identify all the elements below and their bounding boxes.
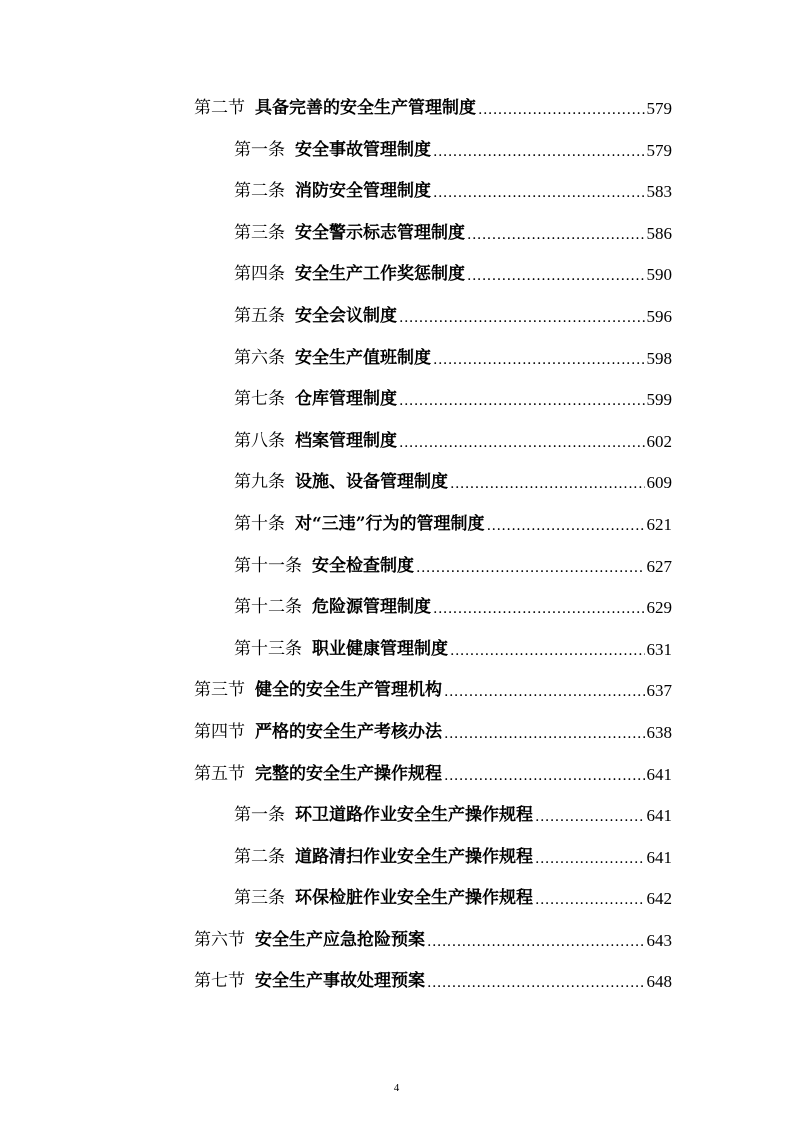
toc-entry-13[interactable] [0, 629, 672, 671]
toc-leader-dots [535, 880, 645, 922]
toc-entry-number: 第十二条 [234, 597, 302, 618]
toc-entry-title: 消防安全管理制度 [295, 181, 431, 202]
toc-entry-title: 环保检脏作业安全生产操作规程 [295, 888, 533, 909]
toc-entry-title: 安全警示标志管理制度 [295, 222, 465, 243]
toc-entry-19[interactable] [0, 878, 672, 920]
toc-entry-number: 第十条 [234, 513, 285, 534]
toc-entry-title: 道路清扫作业安全生产操作规程 [295, 846, 533, 867]
toc-leader-dots [444, 756, 645, 798]
toc-entry-3[interactable] [0, 213, 672, 255]
toc-entry-number: 第八条 [234, 430, 285, 451]
toc-entry-number: 第二条 [234, 181, 285, 202]
toc-entry-17[interactable] [0, 795, 672, 837]
toc-entry-21[interactable] [0, 961, 672, 1003]
toc-entry-number: 第三节 [194, 680, 245, 701]
toc-entry-page: 579 [646, 99, 672, 118]
toc-entry-page: 648 [646, 972, 672, 992]
toc-entry-title: 安全检查制度 [312, 555, 414, 576]
toc-leader-dots [416, 548, 645, 590]
toc-entry-title: 安全生产应急抢险预案 [255, 929, 425, 950]
toc-entry-number: 第一条 [234, 805, 285, 826]
toc-entry-page: 629 [646, 598, 672, 618]
toc-entry-number: 第六节 [194, 929, 245, 950]
toc-entry-number: 第四节 [194, 721, 245, 742]
toc-entry-title: 对“三违”行为的管理制度 [295, 513, 485, 534]
toc-entry-11[interactable] [0, 546, 672, 588]
toc-entry-title: 仓库管理制度 [295, 389, 397, 410]
toc-leader-dots [399, 423, 645, 465]
toc-entry-page: 609 [646, 473, 672, 493]
toc-entry-page: 596 [646, 306, 672, 326]
toc-entry-page: 599 [646, 390, 672, 410]
toc-leader-dots [478, 90, 645, 132]
toc-entry-page: 598 [646, 348, 672, 368]
toc-leader-dots [450, 631, 645, 673]
toc-entry-5[interactable] [0, 296, 672, 338]
toc-entry-page: 642 [646, 889, 672, 909]
toc-leader-dots [427, 963, 645, 1005]
toc-leader-dots [433, 132, 645, 174]
toc-entry-page: 631 [646, 639, 672, 659]
toc-entry-number: 第五条 [234, 305, 285, 326]
toc-entry-page: 583 [646, 182, 672, 202]
toc-entry-7[interactable] [0, 379, 672, 421]
toc-leader-dots [444, 672, 645, 714]
toc-leader-dots [444, 714, 645, 756]
toc-entry-page: 641 [646, 764, 672, 784]
toc-entry-9[interactable] [0, 462, 672, 504]
toc-entry-title: 档案管理制度 [295, 430, 397, 451]
toc-entry-14[interactable] [0, 670, 672, 712]
toc-entry-page: 602 [646, 431, 672, 451]
toc-entry-number: 第六条 [234, 347, 285, 368]
toc-entry-8[interactable] [0, 421, 672, 463]
toc-entry-20[interactable] [0, 920, 672, 962]
toc-entry-title: 完整的安全生产操作规程 [255, 763, 442, 784]
toc-entry-page: 621 [646, 514, 672, 534]
toc-entry-page: 627 [646, 556, 672, 576]
toc-entry-page: 641 [646, 806, 672, 826]
toc-entry-title: 安全会议制度 [295, 305, 397, 326]
toc-entry-16[interactable] [0, 754, 672, 796]
toc-entry-title: 环卫道路作业安全生产操作规程 [295, 805, 533, 826]
toc-entry-2[interactable] [0, 171, 672, 213]
toc-entry-6[interactable] [0, 338, 672, 380]
toc-entry-number: 第七条 [234, 389, 285, 410]
table-of-contents [0, 88, 793, 1003]
toc-entry-number: 第一条 [234, 139, 285, 160]
toc-entry-title: 安全生产工作奖惩制度 [295, 264, 465, 285]
toc-entry-number: 第十三条 [234, 638, 302, 659]
toc-entry-12[interactable] [0, 587, 672, 629]
toc-entry-number: 第十一条 [234, 555, 302, 576]
toc-entry-title: 安全事故管理制度 [295, 139, 431, 160]
toc-leader-dots [433, 340, 645, 382]
toc-entry-number: 第七节 [194, 971, 245, 992]
toc-entry-title: 设施、设备管理制度 [295, 472, 448, 493]
toc-entry-title: 危险源管理制度 [312, 597, 431, 618]
toc-entry-title: 安全生产事故处理预案 [255, 971, 425, 992]
page-number: 4 [393, 1082, 400, 1094]
toc-entry-number: 第二条 [234, 846, 285, 867]
toc-leader-dots [487, 506, 645, 548]
toc-entry-number: 第二节 [194, 98, 245, 118]
toc-entry-page: 590 [646, 265, 672, 285]
toc-entry-18[interactable] [0, 837, 672, 879]
toc-entry-page: 641 [646, 847, 672, 867]
toc-entry-0[interactable] [0, 88, 672, 130]
toc-leader-dots [433, 589, 645, 631]
toc-leader-dots [535, 797, 645, 839]
toc-entry-title: 安全生产值班制度 [295, 347, 431, 368]
toc-entry-1[interactable] [0, 130, 672, 172]
toc-leader-dots [450, 464, 645, 506]
toc-entry-title: 严格的安全生产考核办法 [255, 721, 442, 742]
toc-leader-dots [433, 173, 645, 215]
toc-entry-page: 579 [646, 140, 672, 160]
toc-entry-number: 第四条 [234, 264, 285, 285]
toc-entry-page: 643 [646, 930, 672, 950]
toc-entry-page: 638 [646, 722, 672, 742]
toc-entry-number: 第三条 [234, 888, 285, 909]
toc-leader-dots [399, 381, 645, 423]
toc-entry-4[interactable] [0, 254, 672, 296]
toc-entry-title: 具备完善的安全生产管理制度 [255, 98, 476, 118]
toc-entry-page: 586 [646, 223, 672, 243]
toc-entry-page: 637 [646, 681, 672, 701]
toc-leader-dots [427, 922, 645, 964]
toc-entry-title: 健全的安全生产管理机构 [255, 680, 442, 701]
toc-entry-10[interactable] [0, 504, 672, 546]
toc-leader-dots [399, 298, 645, 340]
toc-entry-number: 第九条 [234, 472, 285, 493]
toc-leader-dots [467, 256, 645, 298]
toc-entry-15[interactable] [0, 712, 672, 754]
toc-entry-number: 第三条 [234, 222, 285, 243]
toc-leader-dots [467, 215, 645, 257]
toc-leader-dots [535, 839, 645, 881]
toc-entry-number: 第五节 [194, 763, 245, 784]
toc-entry-title: 职业健康管理制度 [312, 638, 448, 659]
